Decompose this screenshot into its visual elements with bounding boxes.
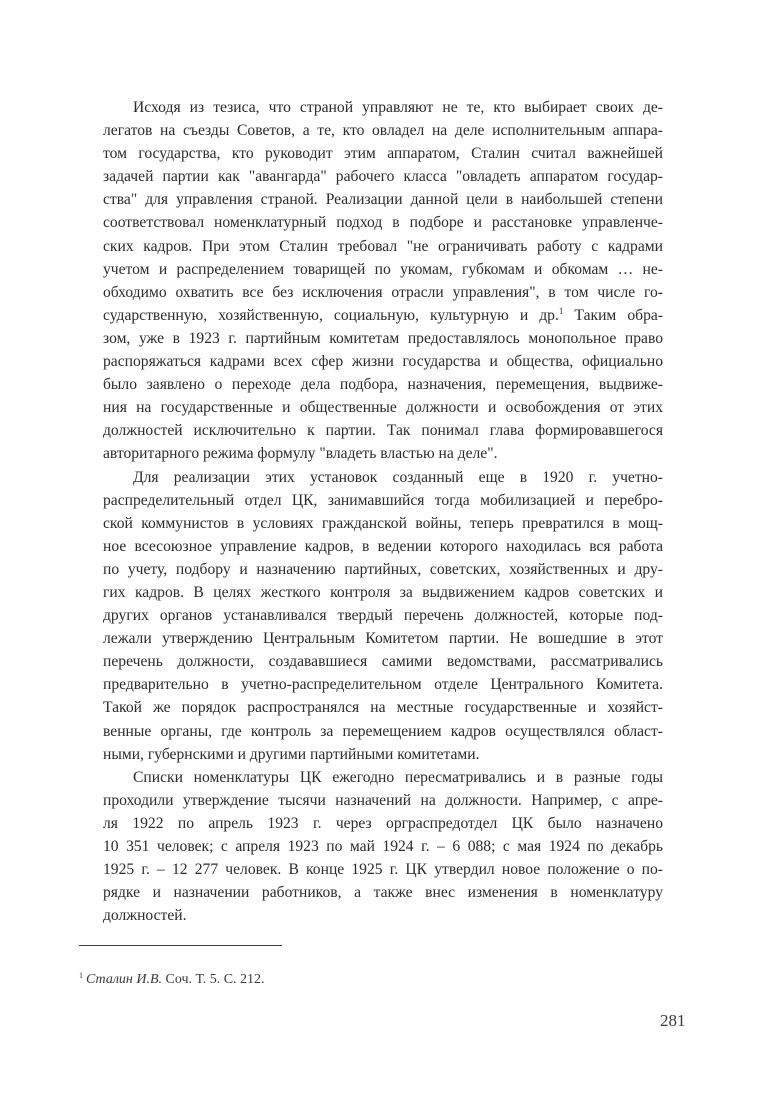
text-line: ля 1922 по апрель 1923 г. через орграспредотдел ЦК было назначено	[103, 814, 663, 832]
text-line: распоряжаться кадрами всех сфер жизни государства и общества, официально	[103, 353, 663, 371]
text-line: том государства, кто руководит этим аппаратом, Сталин считал важнейшей	[103, 145, 663, 163]
text-line: перечень должности, создававшиеся самими ведомствами, рассматривались	[103, 653, 663, 671]
text-line: зом, уже в 1923 г. партийным комитетам предоставлялось монопольное право	[103, 329, 663, 347]
text-line: ства" для управления страной. Реализации данной цели в наибольшей степени	[103, 191, 663, 209]
text-line: ния на государственные и общественные должности и освобождения от этих	[103, 399, 663, 417]
text-line: Такой же порядок распространялся на местные государственные и хозяйст-	[103, 699, 663, 717]
text-line: Списки номенклатуры ЦК ежегодно пересматривались и в разные годы	[133, 768, 663, 786]
text-line-with-footnote	[103, 304, 663, 327]
footnote-divider	[79, 945, 282, 946]
footnote-mark: 1	[79, 971, 83, 980]
paragraph-2	[103, 466, 663, 766]
text-line: ской коммунистов в условиях гражданской войны, теперь превратился в мощ-	[103, 514, 663, 532]
text-line: легатов на съезды Советов, а те, кто овладел на деле исполнительным аппара-	[103, 122, 663, 140]
page-number: 281	[660, 1011, 686, 1030]
text-line: гих кадров. В целях жесткого контроля за выдвижением кадров советских и	[103, 583, 663, 601]
text-line: других органов устанавливался твердый перечень должностей, которые под-	[103, 607, 663, 625]
text-line: должностей.	[103, 907, 187, 925]
footnote-source: Соч. Т. 5. С. 212.	[165, 972, 265, 987]
text-line: проходили утверждение тысячи назначений на должности. Например, с апре-	[103, 791, 663, 809]
footnote	[79, 967, 265, 989]
text-line: авторитарного режима формулу "владеть властью на деле".	[103, 445, 498, 463]
text-line: по учету, подбору и назначению партийных, советских, хозяйственных и дру-	[103, 560, 663, 578]
text-segment: Таким обра-	[563, 306, 663, 324]
text-line: учетом и распределением товарищей по укомам, губкомам и обкомам … не-	[103, 260, 663, 278]
text-line: задачей партии как "авангарда" рабочего класса "овладеть аппаратом государ-	[103, 168, 663, 186]
text-line: лежали утверждению Центральным Комитетом партии. Не вошедшие в этот	[103, 630, 663, 648]
text-line: было заявлено о переходе дела подбора, назначения, перемещения, выдвиже-	[103, 376, 663, 394]
text-line: Для реализации этих установок созданный еще в 1920 г. учетно-	[133, 468, 663, 486]
text-line: 1925 г. – 12 277 человек. В конце 1925 г. ЦК утвердил новое положение о по-	[103, 861, 663, 879]
text-line: венные органы, где контроль за перемещением кадров осуществлялся област-	[103, 722, 663, 740]
paragraph-3	[103, 766, 663, 928]
text-line: предварительно в учетно-распределительном отделе Центрального Комитета.	[103, 676, 663, 694]
text-line: распределительный отдел ЦК, занимавшийся тогда мобилизацией и перебро-	[103, 491, 663, 509]
text-line: ное всесоюзное управление кадров, в ведении которого находилась вся работа	[103, 537, 663, 555]
main-text	[103, 96, 663, 927]
text-line: 10 351 человек; с апреля 1923 по май 1924 г. – 6 088; с мая 1924 по декабрь	[103, 838, 663, 855]
text-segment: сударственную, хозяйственную, социальную, культурную и др.	[103, 306, 559, 324]
text-line: обходимо охватить все без исключения отрасли управления", в том числе го-	[103, 283, 663, 301]
paragraph-1	[103, 96, 663, 466]
text-line: ских кадров. При этом Сталин требовал "не ограничивать работу с кадрами	[103, 237, 663, 255]
footnote-reference: 1	[558, 305, 564, 316]
text-line: должностей исключительно к партии. Так понимал глава формировавшегося	[103, 422, 663, 440]
text-line: ными, губернскими и другими партийными комитетами.	[103, 745, 480, 763]
text-line: соответствовал номенклатурный подход в подборе и расстановке управленче-	[103, 214, 663, 232]
footnote-author: Сталин И.В.	[86, 972, 163, 987]
text-line: рядке и назначении работников, а также внес изменения в номенклатуру	[103, 884, 663, 902]
text-line: Исходя из тезиса, что страной управляют не те, кто выбирает своих де-	[133, 99, 663, 116]
